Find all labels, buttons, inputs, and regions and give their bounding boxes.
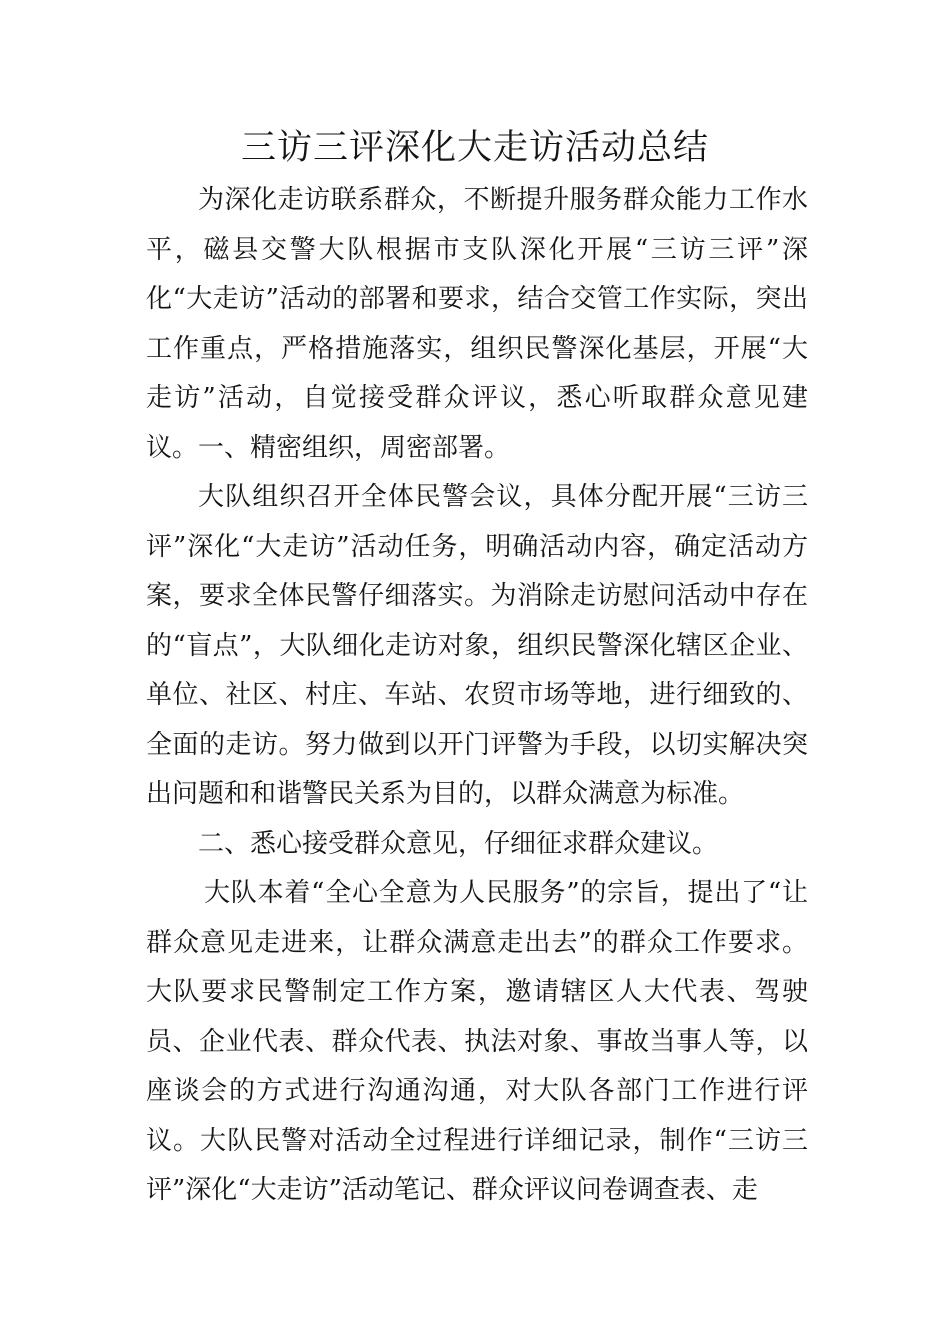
section-heading-1: 一、精密组织，周密部署。 [198, 433, 511, 463]
section-1-paragraph: 大队组织召开全体民警会议，具体分配开展“三访三评”深化“大走访”活动任务，明确活动内容，确定活动方案，要求全体民警仔细落实。为消除走访慰问活动中存在的“盲点”，大队细化走访对象，组织民警深化辖区企业、单位、社区、村庄、车站、农贸市场等地，进行细致的、全面的走访。努力做到以开门评警为手段，以切实解决突出问题和和谐警民关系为目的，以群众满意为标准。 [146, 482, 808, 809]
section-2-paragraph: 大队本着“全心全意为人民服务”的宗旨，提出了“让群众意见走进来，让群众满意走出去”的群众工作要求。大队要求民警制定工作方案，邀请辖区人大代表、驾驶员、企业代表、群众代表、执法对象、事故当事人等，以座谈会的方式进行沟通沟通，对大队各部门工作进行评议。大队民警对活动全过程进行详细记录，制作“三访三评”深化“大走访”活动笔记、群众评议问卷调查表、走 [146, 878, 808, 1205]
document-title: 三访三评深化大走访活动总结 [240, 128, 709, 168]
intro-paragraph: 为深化走访联系群众，不断提升服务群众能力工作水平，磁县交警大队根据市支队深化开展“三访三评”深化“大走访”活动的部署和要求，结合交管工作实际，突出工作重点，严格措施落实，组织民警深化基层，开展“大走访”活动，自觉接受群众评议，悉心听取群众意见建议。 [146, 185, 808, 463]
section-heading-2: 二、悉心接受群众意见，仔细征求群众建议。 [198, 829, 719, 859]
